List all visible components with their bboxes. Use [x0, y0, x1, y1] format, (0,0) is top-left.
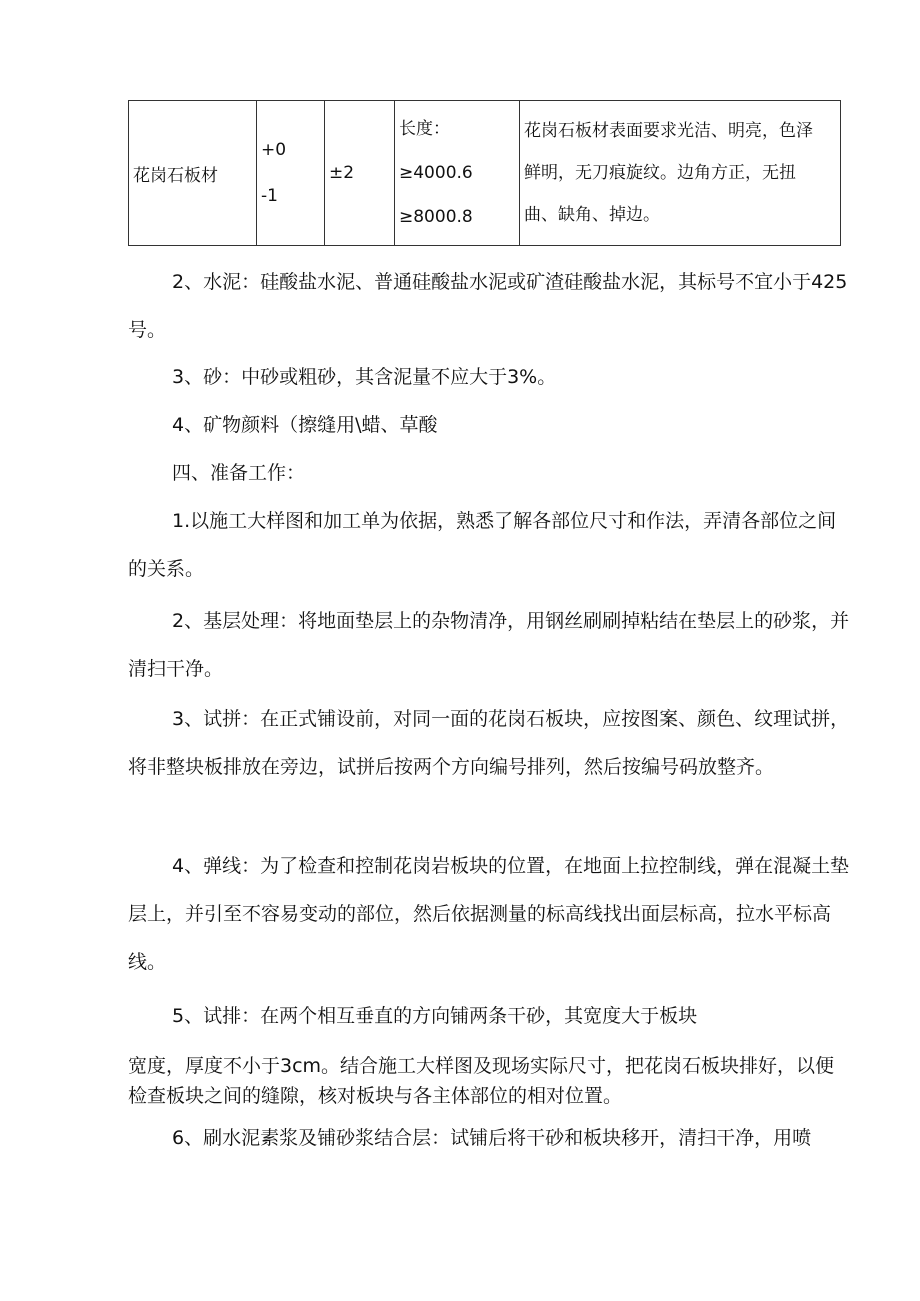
material-cell — [129, 101, 257, 246]
deviation-cell — [325, 101, 395, 246]
spec-table — [128, 100, 841, 246]
paragraph-trial-fit: 3、试拼：在正式铺设前，对同一面的花岗石板块，应按图案、颜色、纹理试拼，将非整块板排放在旁边，试拼后按两个方向编号排列，然后按编号码放整齐。 — [128, 708, 850, 778]
description-line: 花岗石板材表面要求光洁、明亮，色泽 — [524, 121, 813, 141]
paragraph-cement: 2、水泥：硅酸盐水泥、普通硅酸盐水泥或矿渣硅酸盐水泥，其标号不宜小于425号。 — [128, 271, 848, 341]
paragraph-sand: 3、砂：中砂或粗砂，其含泥量不应大于3%。 — [172, 366, 557, 388]
paragraph-cement-slurry: 6、刷水泥素浆及铺砂浆结合层：试铺后将干砂和板块移开，清扫干净，用喷 — [172, 1127, 812, 1149]
paragraph-trial-layout: 5、试排：在两个相互垂直的方向铺两条干砂，其宽度大于板块 — [172, 1005, 698, 1027]
table-row — [129, 101, 841, 246]
length-label: 长度： — [399, 119, 450, 139]
deviation-value: ±2 — [329, 163, 355, 183]
tolerance-upper: +0 — [261, 140, 287, 160]
description-line: 曲、缺角、掉边。 — [524, 205, 660, 225]
paragraph-drawings: 1.以施工大样图和加工单为依据，熟悉了解各部位尺寸和作法，弄清各部位之间的关系。 — [128, 510, 837, 580]
description-line: 鲜明，无刀痕旋纹。边角方正，无扭 — [524, 163, 796, 183]
description-cell — [520, 101, 841, 246]
paragraph-base-treatment: 2、基层处理：将地面垫层上的杂物清净，用钢丝刷刷掉粘结在垫层上的砂浆，并清扫干净。 — [128, 610, 850, 680]
paragraph-snap-line: 4、弹线：为了检查和控制花岗岩板块的位置，在地面上拉控制线，弹在混凝土垫层上，并引至不容易变动的部位，然后依据测量的标高线找出面层标高，拉水平标高线。 — [128, 855, 850, 973]
length-value-1: ≥4000.6 — [399, 163, 473, 183]
section-heading-preparation: 四、准备工作： — [172, 462, 306, 484]
paragraph-trial-layout-continued: 宽度，厚度不小于3cm。结合施工大样图及现场实际尺寸，把花岗石板块排好，以便检查板块之间的缝隙，核对板块与各主体部位的相对位置。 — [128, 1055, 835, 1107]
paragraph-pigment: 4、矿物颜料（擦缝用\蜡、草酸 — [172, 414, 438, 436]
length-cell — [395, 101, 520, 246]
material-name: 花岗石板材 — [133, 165, 218, 186]
length-value-2: ≥8000.8 — [399, 207, 473, 227]
tolerance-lower: -1 — [261, 186, 278, 206]
tolerance-cell — [257, 101, 325, 246]
